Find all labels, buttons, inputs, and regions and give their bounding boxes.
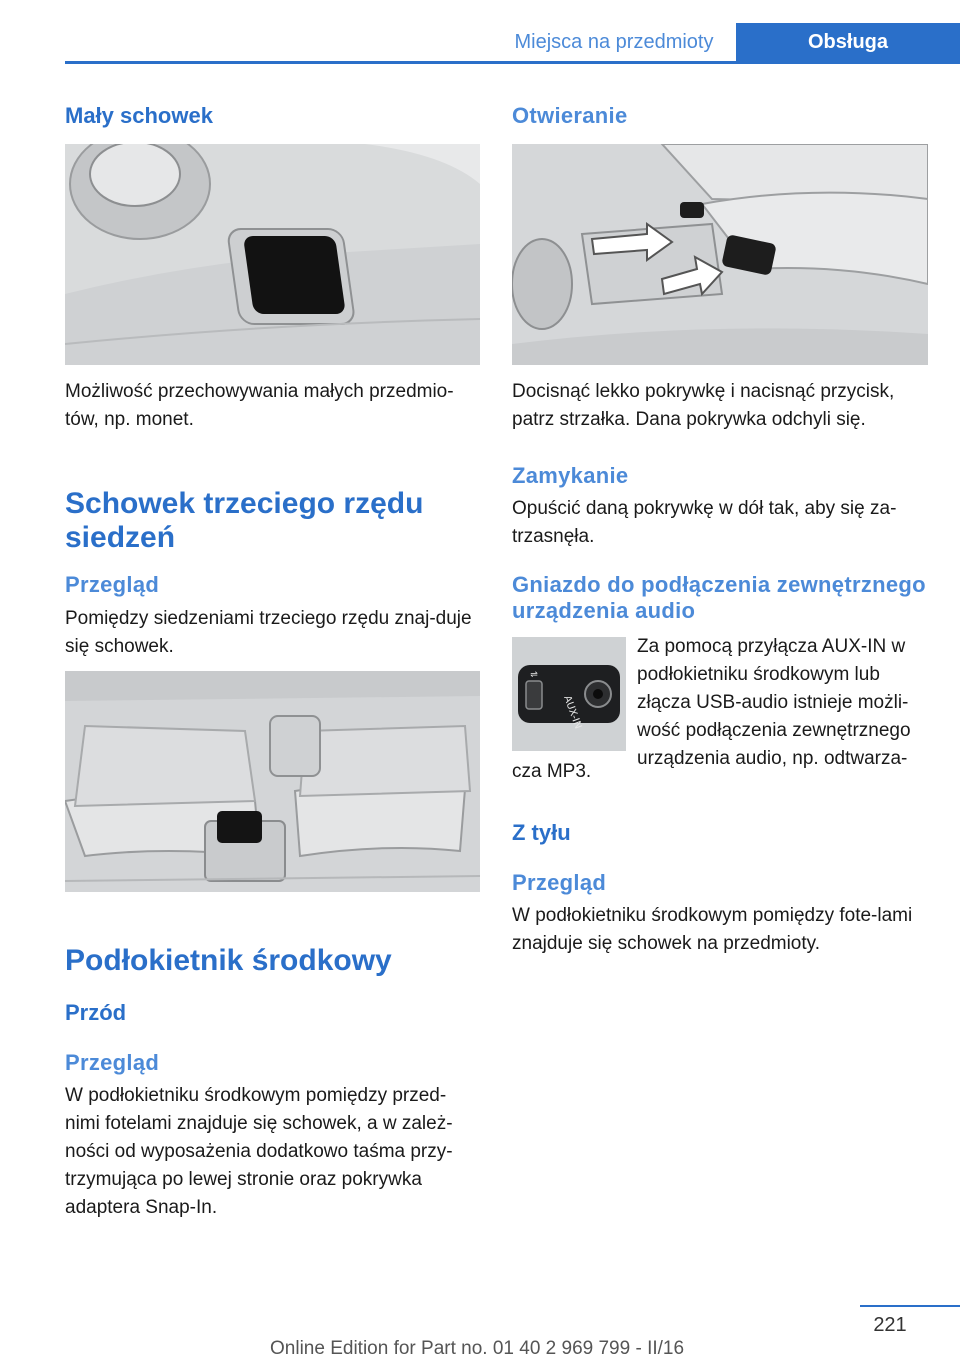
socket-text-after: cza MP3. [512,761,592,782]
closing-text: Opuścić daną pokrywkę w dół tak, aby się za-trzasnęła. [512,498,897,547]
header-rule [65,61,960,64]
footer-rule [860,1305,960,1307]
header-chapter-tab: Obsługa [736,23,960,61]
third-row-heading [65,487,480,555]
armrest-subheading: Przegląd [65,1050,160,1075]
closing-heading: Zamykanie [512,463,629,488]
third-row-text: Pomiędzy siedzeniami trzeciego rzędu znaj-duje się schowek. [65,608,472,657]
rear-heading: Z tyłu [512,820,571,845]
small-storage-heading: Mały schowek [65,103,213,128]
socket-heading-line2: urządzenia audio [512,598,696,623]
third-row-heading-line1: Schowek trzeciego rzędu [65,487,424,520]
opening-text: Docisnąć lekko pokrywkę i nacisnąć przycisk, patrz strzałka. Dana pokrywka odchyli się. [512,381,895,430]
third-row-storage-photo [65,671,480,892]
socket-text-side: Za pomocą przyłącza AUX-IN w podłokietniku środkowym lub złącza USB-audio istnieje możli-wość podłączenia zewnętrznego urządzenia audio, np. odtwarza- [637,636,911,769]
armrest-text: W podłokietniku środkowym pomiędzy przed-nimi fotelami znajduje się schowek, a w zależ-ności od wyposażenia dodatkowo taśma przy-trzymująca po lewej stronie oraz pokrywka adaptera Snap-In. [65,1085,453,1218]
socket-heading [512,572,932,624]
opening-photo [512,144,928,365]
aux-usb-socket-photo [512,637,626,751]
opening-heading: Otwieranie [512,103,628,128]
rear-text: W podłokietniku środkowym pomiędzy fote-lami znajduje się schowek na przedmioty. [512,905,913,954]
rear-subheading: Przegląd [512,870,607,895]
third-row-subheading: Przegląd [65,572,160,597]
small-storage-photo [65,144,480,365]
socket-heading-line1: Gniazdo do podłączenia zewnętrznego [512,572,926,597]
small-storage-text: Możliwość przechowywania małych przedmio-tów, np. monet. [65,381,454,430]
footer-edition: Online Edition for Part no. 01 40 2 969 799 - II/16 [270,1338,685,1359]
third-row-heading-line2: siedzeń [65,521,176,554]
svg-text:AUX-IN: AUX-IN [561,694,584,731]
page-number: 221 [873,1314,907,1336]
header-section-tab: Miejsca na przedmioty [492,23,736,61]
svg-text:⇌: ⇌ [530,670,538,680]
armrest-front-heading: Przód [65,1000,127,1025]
armrest-heading: Podłokietnik środkowy [65,944,392,977]
